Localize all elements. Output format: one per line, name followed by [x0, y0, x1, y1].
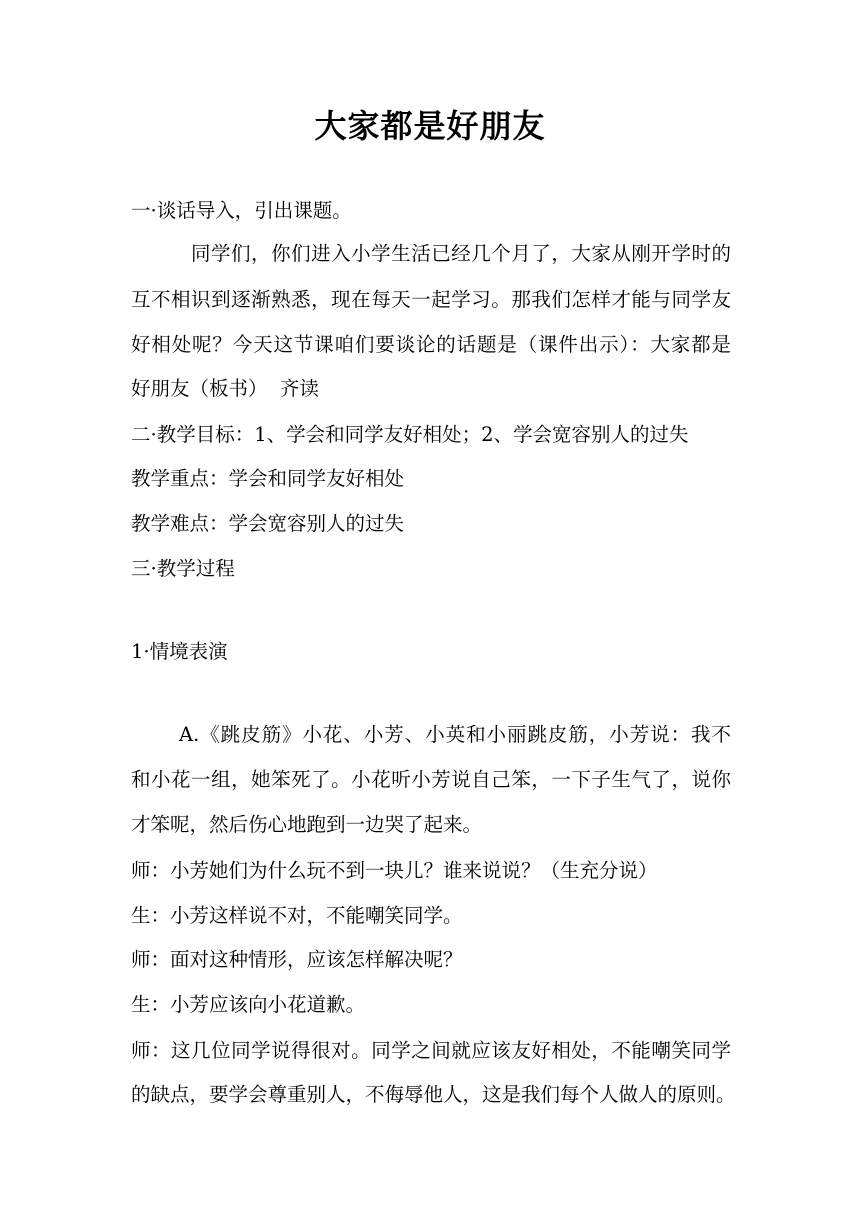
section-heading-intro: 一·谈话导入，引出课题。 — [131, 199, 352, 222]
section-heading-process: 三·教学过程 — [131, 557, 235, 580]
paragraph-line: 好相处呢？今天这节课咱们要谈论的话题是（课件出示）：大家都是 — [131, 333, 731, 356]
dialogue-line: 生：小芳这样说不对，不能嘲笑同学。 — [131, 904, 463, 927]
paragraph-line: 互不相识到逐渐熟悉，现在每天一起学习。那我们怎样才能与同学友 — [131, 288, 731, 311]
document-title: 大家都是好朋友 — [314, 107, 546, 145]
paragraph-line: A.《跳皮筋》小花、小芳、小英和小丽跳皮筋，小芳说：我不 — [179, 723, 731, 746]
dialogue-line: 的缺点，要学会尊重别人，不侮辱他人，这是我们每个人做人的原则。 — [131, 1083, 736, 1106]
paragraph-line: 和小花一组，她笨死了。小花听小芳说自己笨，一下子生气了，说你 — [131, 768, 731, 791]
subsection-heading: 1·情境表演 — [131, 640, 228, 663]
section-heading-goals: 二·教学目标：1、学会和同学友好相处；2、学会宽容别人的过失 — [131, 423, 689, 446]
dialogue-line: 师：面对这种情形，应该怎样解决呢？ — [131, 948, 463, 971]
dialogue-line: 生：小芳应该向小花道歉。 — [131, 993, 366, 1016]
paragraph-line: 才笨呢，然后伤心地跑到一边哭了起来。 — [131, 813, 483, 836]
dialogue-line: 师：小芳她们为什么玩不到一块儿？谁来说说？（生充分说） — [131, 859, 658, 882]
difficulty-line: 教学难点：学会宽容别人的过失 — [131, 512, 405, 535]
paragraph-line: 同学们，你们进入小学生活已经几个月了，大家从刚开学时的 — [191, 242, 731, 265]
key-point-line: 教学重点：学会和同学友好相处 — [131, 467, 405, 490]
paragraph-line: 好朋友（板书） 齐读 — [131, 377, 319, 400]
dialogue-line: 师：这几位同学说得很对。同学之间就应该友好相处，不能嘲笑同学 — [131, 1039, 731, 1062]
